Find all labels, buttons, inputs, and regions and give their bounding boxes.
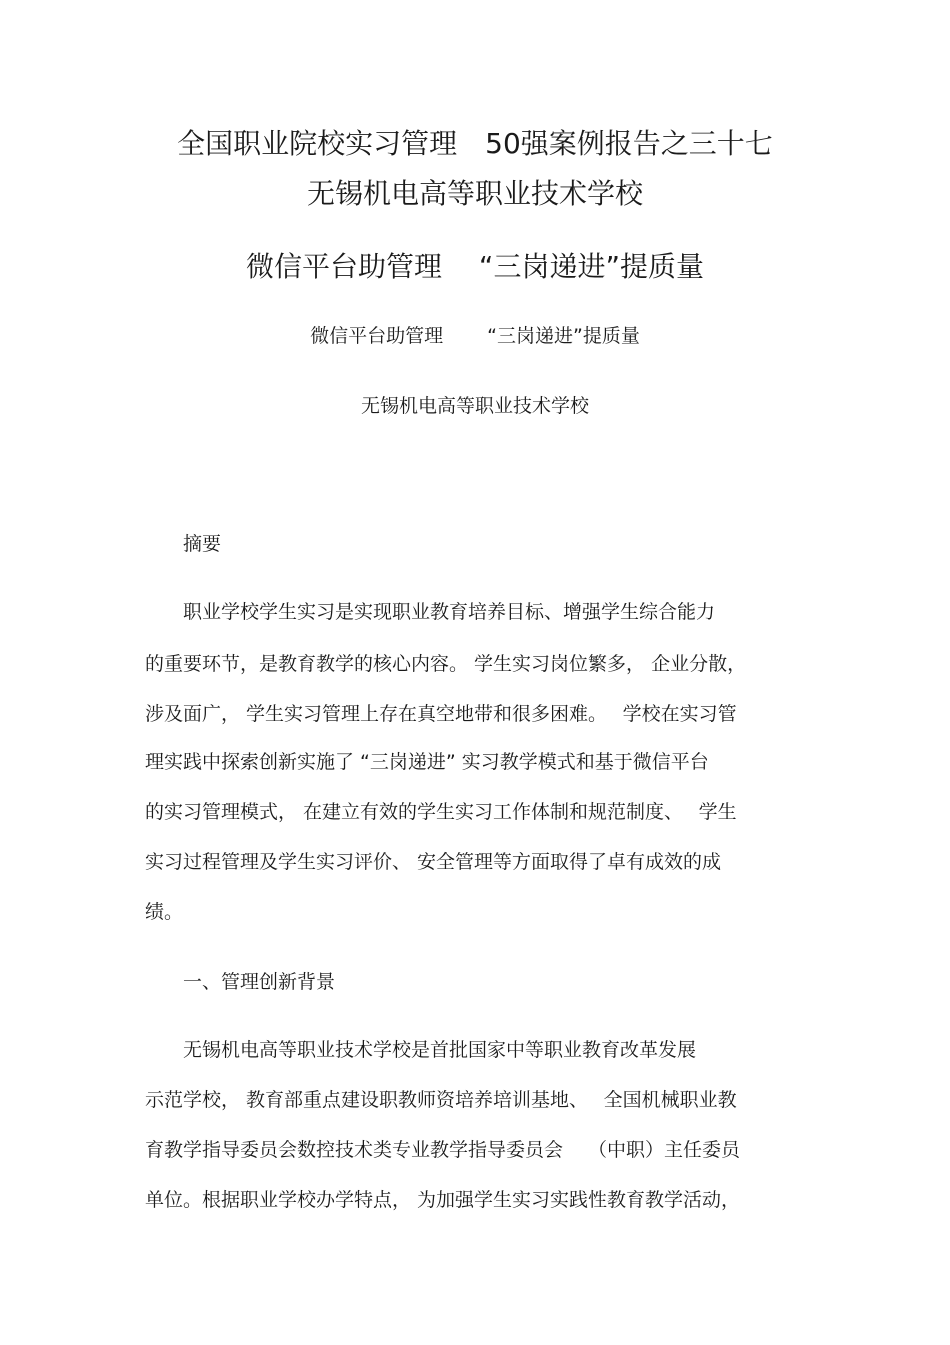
abstract-paragraph-line: 职业学校学生实习是实现职业教育培养目标、增强学生综合能力	[183, 601, 716, 623]
abstract-paragraph-line: 的实习管理模式， 在建立有效的学生实习工作体制和规范制度、 学生	[145, 801, 737, 823]
section-paragraph-line: 无锡机电高等职业技术学校是首批国家中等职业教育改革发展	[183, 1039, 697, 1061]
section-paragraph-line: 单位。根据职业学校办学特点， 为加强学生实习实践性教育教学活动，	[145, 1189, 741, 1211]
section-paragraph-line: 育教学指导委员会数控技术类专业教学指导委员会 （中职）主任委员	[145, 1139, 741, 1161]
abstract-heading: 摘要	[183, 533, 222, 555]
abstract-paragraph-line: 实习过程管理及学生实习评价、 安全管理等方面取得了卓有成效的成	[145, 851, 722, 873]
report-title-line-2: 无锡机电高等职业技术学校	[306, 177, 643, 210]
abstract-paragraph-line: 绩。	[145, 901, 184, 923]
section-heading: 一、管理创新背景	[183, 971, 336, 993]
subtitle-line-2: 无锡机电高等职业技术学校	[360, 395, 589, 417]
abstract-paragraph-line: 涉及面广， 学生实习管理上存在真空地带和很多困难。 学校在实习管	[145, 703, 737, 725]
section-paragraph-line: 示范学校， 教育部重点建设职教师资培养培训基地、 全国机械职业教	[145, 1089, 737, 1111]
report-title-line-3: 微信平台助管理 “三岗递进”提质量	[246, 250, 704, 283]
abstract-paragraph-line: 的重要环节，是教育教学的核心内容。 学生实习岗位繁多， 企业分散，	[145, 653, 747, 675]
subtitle-line-1: 微信平台助管理 “三岗递进”提质量	[310, 325, 640, 347]
report-title-line-1: 全国职业院校实习管理 50强案例报告之三十七	[177, 127, 773, 160]
abstract-paragraph-line: 理实践中探索创新实施了 “三岗递进” 实习教学模式和基于微信平台	[145, 751, 709, 773]
